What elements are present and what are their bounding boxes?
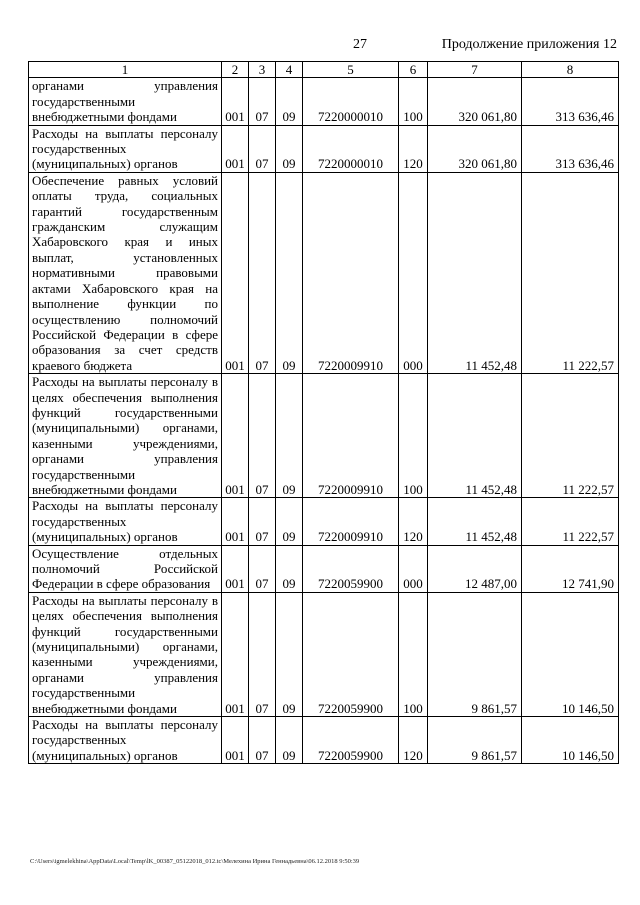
cell-amount-col7: 320 061,80	[428, 78, 522, 125]
cell-section: 07	[249, 545, 276, 592]
column-header: 5	[303, 62, 399, 78]
cell-expense-type: 100	[399, 592, 428, 716]
cell-amount-col7: 9 861,57	[428, 717, 522, 764]
cell-target-article: 7220059900	[303, 545, 399, 592]
column-header: 1	[29, 62, 222, 78]
row-description: Расходы на выплаты персоналу государственных (муниципальных) органов	[29, 498, 222, 545]
cell-amount-col8: 10 146,50	[522, 717, 619, 764]
table-row	[29, 545, 619, 592]
cell-target-article: 7220009910	[303, 172, 399, 373]
column-header: 4	[276, 62, 303, 78]
table-row	[29, 592, 619, 716]
cell-code: 001	[222, 717, 249, 764]
row-description: Осуществление отдельных полномочий Российской Федерации в сфере образования	[29, 545, 222, 592]
cell-amount-col8: 11 222,57	[522, 374, 619, 498]
row-description: Расходы на выплаты персоналу государственных (муниципальных) органов	[29, 125, 222, 172]
column-header: 3	[249, 62, 276, 78]
cell-target-article: 7220000010	[303, 78, 399, 125]
table-row	[29, 498, 619, 545]
appendix-continuation-note: Продолжение приложения 12	[441, 37, 617, 52]
cell-section: 07	[249, 172, 276, 373]
cell-amount-col8: 10 146,50	[522, 592, 619, 716]
cell-amount-col7: 11 452,48	[428, 498, 522, 545]
cell-amount-col7: 11 452,48	[428, 374, 522, 498]
cell-expense-type: 120	[399, 125, 428, 172]
row-description: Расходы на выплаты персоналу в целях обеспечения выполнения функций государственными (муниципальными) органами, казенными учреждениями, органами управления государственными внебюджетными фондами	[29, 592, 222, 716]
file-path-footer: C:\Users\igmelekhina\AppData\Local\Temp\lK_00387_05122018_012.tc\Мелехина Ирина Геннадьевна\06.12.2018 9:50:39	[30, 858, 360, 865]
cell-code: 001	[222, 125, 249, 172]
cell-code: 001	[222, 78, 249, 125]
cell-target-article: 7220059900	[303, 592, 399, 716]
cell-expense-type: 100	[399, 78, 428, 125]
cell-code: 001	[222, 498, 249, 545]
cell-target-article: 7220000010	[303, 125, 399, 172]
column-header: 8	[522, 62, 619, 78]
row-description: Расходы на выплаты персоналу в целях обеспечения выполнения функций государственными (муниципальными) органами, казенными учреждениями, органами управления государственными внебюджетными фондами	[29, 374, 222, 498]
cell-expense-type: 120	[399, 498, 428, 545]
cell-section: 07	[249, 592, 276, 716]
cell-subsection: 09	[276, 592, 303, 716]
row-description: Обеспечение равных условий оплаты труда, социальных гарантий государственным гражданским служащим Хабаровского края и иных выплат, установленных нормативными правовыми актами Хабаровского края на выполнение функции по осуществлению полномочий Российской Федерации в сфере образования за счет средств краевого бюджета	[29, 172, 222, 373]
table-row	[29, 78, 619, 125]
cell-section: 07	[249, 498, 276, 545]
table-header-row	[29, 62, 619, 78]
cell-subsection: 09	[276, 374, 303, 498]
cell-amount-col7: 320 061,80	[428, 125, 522, 172]
cell-subsection: 09	[276, 717, 303, 764]
cell-expense-type: 000	[399, 545, 428, 592]
cell-subsection: 09	[276, 172, 303, 373]
cell-amount-col7: 9 861,57	[428, 592, 522, 716]
cell-code: 001	[222, 592, 249, 716]
cell-section: 07	[249, 78, 276, 125]
column-header: 6	[399, 62, 428, 78]
cell-amount-col8: 11 222,57	[522, 498, 619, 545]
cell-amount-col8: 313 636,46	[522, 78, 619, 125]
table-row	[29, 125, 619, 172]
cell-target-article: 7220009910	[303, 374, 399, 498]
cell-code: 001	[222, 172, 249, 373]
cell-expense-type: 120	[399, 717, 428, 764]
column-header: 2	[222, 62, 249, 78]
cell-amount-col7: 11 452,48	[428, 172, 522, 373]
row-description: органами управления государственными внебюджетными фондами	[29, 78, 222, 125]
cell-code: 001	[222, 374, 249, 498]
cell-section: 07	[249, 374, 276, 498]
table-row	[29, 172, 619, 373]
cell-amount-col7: 12 487,00	[428, 545, 522, 592]
cell-subsection: 09	[276, 498, 303, 545]
column-header: 7	[428, 62, 522, 78]
cell-target-article: 7220009910	[303, 498, 399, 545]
cell-amount-col8: 12 741,90	[522, 545, 619, 592]
cell-subsection: 09	[276, 545, 303, 592]
cell-amount-col8: 313 636,46	[522, 125, 619, 172]
page-number: 27	[353, 37, 367, 52]
cell-section: 07	[249, 125, 276, 172]
cell-amount-col8: 11 222,57	[522, 172, 619, 373]
cell-code: 001	[222, 545, 249, 592]
table-row	[29, 717, 619, 764]
table-row	[29, 374, 619, 498]
cell-expense-type: 000	[399, 172, 428, 373]
row-description: Расходы на выплаты персоналу государственных (муниципальных) органов	[29, 717, 222, 764]
cell-expense-type: 100	[399, 374, 428, 498]
cell-section: 07	[249, 717, 276, 764]
cell-subsection: 09	[276, 125, 303, 172]
budget-table	[28, 61, 619, 764]
cell-target-article: 7220059900	[303, 717, 399, 764]
cell-subsection: 09	[276, 78, 303, 125]
